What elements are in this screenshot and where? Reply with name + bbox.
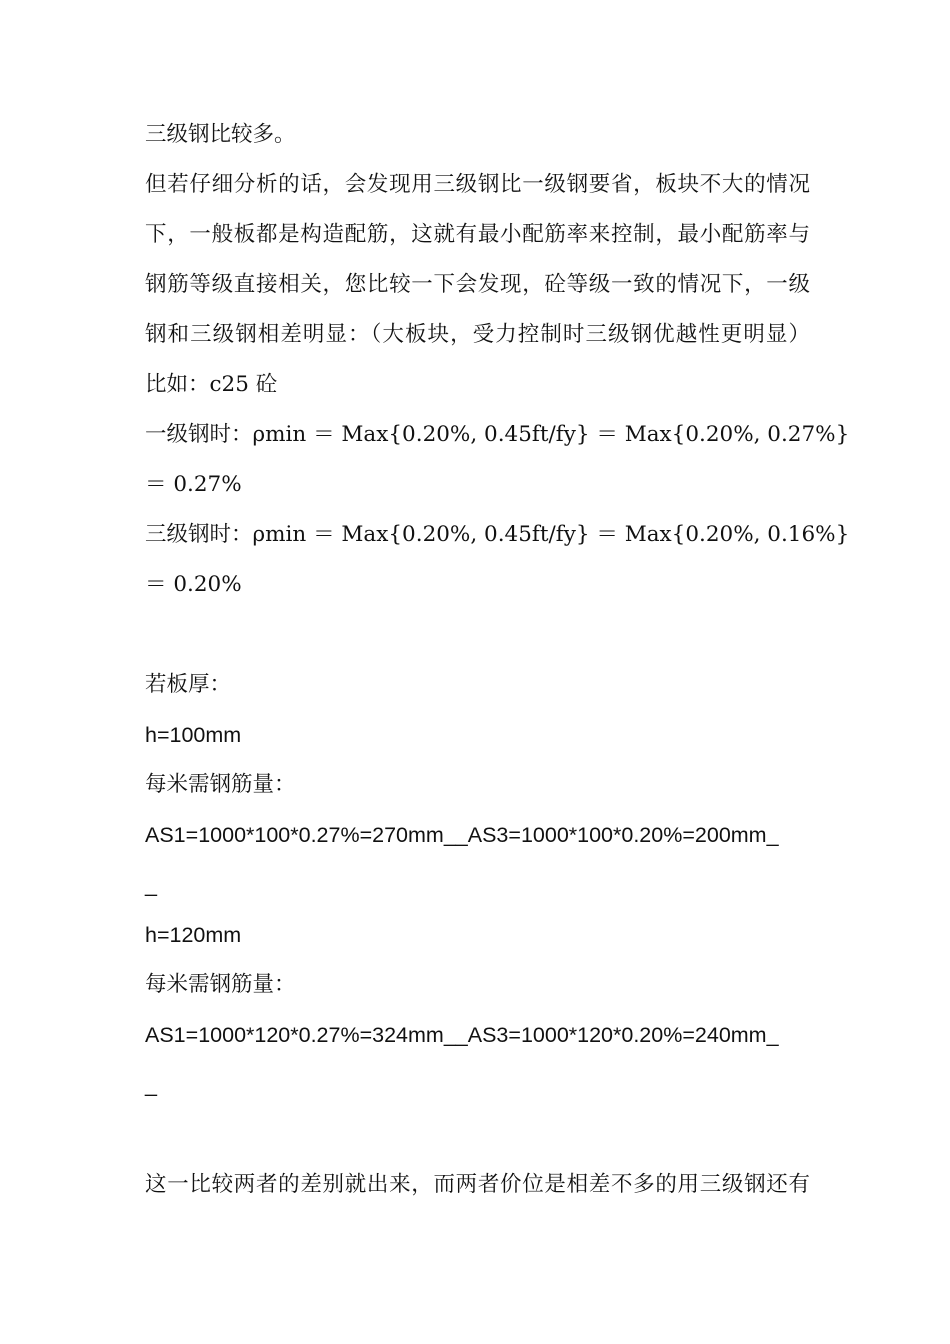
steel-calc-100: AS1=1000*100*0.27%=270mm__AS3=1000*100*0.20%=200mm_ (145, 823, 779, 847)
steel-calc-120: AS1=1000*120*0.27%=324mm__AS3=1000*120*0.20%=240mm_ (145, 1023, 779, 1047)
slab-thickness-heading: 若板厚： (145, 672, 232, 697)
steel-per-meter-label-1: 每米需钢筋量： (145, 772, 296, 797)
paragraph-line-3: 下，一般板都是构造配筋，这就有最小配筋率来控制，最小配筋率与 (145, 222, 810, 247)
paragraph-line-1: 三级钢比较多。 (145, 122, 296, 147)
example-heading: 比如：c25 砼 (145, 372, 278, 397)
paragraph-conclusion: 这一比较两者的差别就出来，而两者价位是相差不多的用三级钢还有 (145, 1172, 810, 1197)
formula-grade3: 三级钢时：ρmin ＝ Max{0.20%, 0.45ft/fy} ＝ Max{0.20%, 0.16%} (145, 522, 850, 547)
paragraph-line-5: 钢和三级钢相差明显：（大板块，受力控制时三级钢优越性更明显） (145, 322, 810, 347)
formula-grade3-result: ＝ 0.20% (145, 572, 242, 597)
thickness-100: h=100mm (145, 723, 242, 747)
thickness-120: h=120mm (145, 923, 242, 947)
steel-calc-100-cont: _ (145, 873, 157, 897)
formula-grade1: 一级钢时：ρmin ＝ Max{0.20%, 0.45ft/fy} ＝ Max{0.20%, 0.27%} (145, 422, 850, 447)
steel-per-meter-label-2: 每米需钢筋量： (145, 972, 296, 997)
paragraph-line-4: 钢筋等级直接相关，您比较一下会发现，砼等级一致的情况下，一级 (145, 272, 810, 297)
formula-grade1-result: ＝ 0.27% (145, 472, 242, 497)
paragraph-line-2: 但若仔细分析的话，会发现用三级钢比一级钢要省，板块不大的情况 (145, 172, 810, 197)
steel-calc-120-cont: _ (145, 1073, 157, 1097)
